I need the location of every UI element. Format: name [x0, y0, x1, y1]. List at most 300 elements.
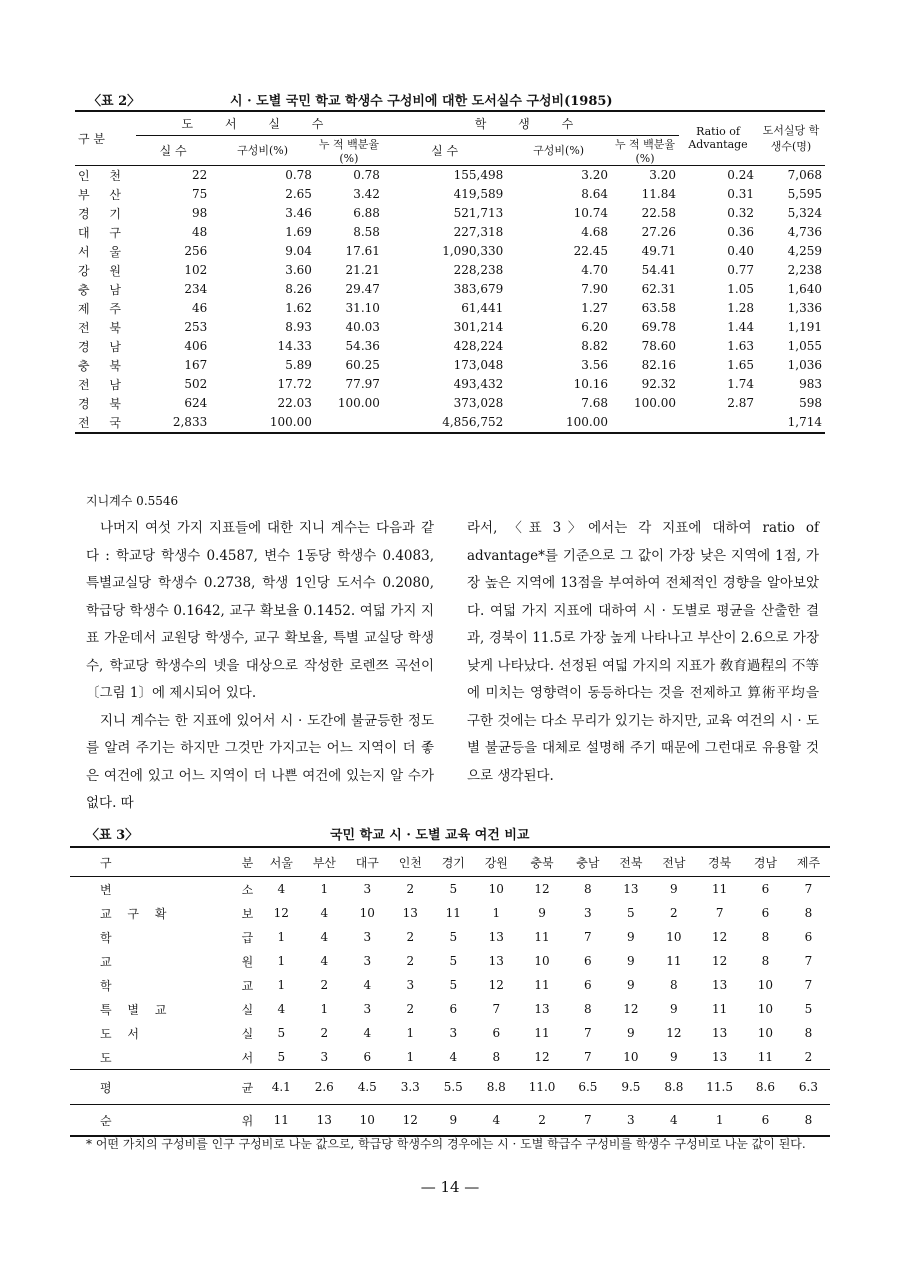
table3-value-cell: 3: [406, 978, 415, 992]
table2-value-cell: 373,028: [453, 396, 504, 410]
table3-row-label: 교: [100, 954, 118, 969]
table2-value-cell: 21.21: [345, 263, 380, 277]
table2-value-cell: 5,595: [787, 187, 822, 201]
paragraph: 라서, 〈표 3〉에서는 각 지표에 대하여 ratio of advantage*를 기준으로 그 값이 가장 낮은 지역에 1점, 가장 높은 지역에 13점을 부여하여 전체적인 경향을 알아보았다. 여덟 가지 지표에 대하여 시 · 도별로 평균을 산출한 결과, 경북이 11.5로 가장 높게 나타나고 부산이 2.6으로 가장 낮게 나타났다. 선정된 여덟 가지의 지표가 敎育過程의 不等에 미치는 영향력이 동등하다는 것을 전제하고 算術平均을 구한 것에는 다소 무리가 있기는 하지만, 교육 여건의 시 · 도별 불균등을 대체로 설명해 주기 때문에 그런대로 유용할 것으로 생각된다.: [467, 520, 819, 784]
table3-value-cell: 11: [534, 930, 550, 944]
table3-value-cell: 10: [346, 1105, 389, 1137]
table3-value-cell: 12: [389, 1105, 432, 1137]
table3-value-cell: 8: [584, 1002, 592, 1016]
table3-value-cell: 13: [402, 906, 418, 920]
table3-region-header: 전남: [652, 847, 695, 877]
table2-value-cell: 54.36: [345, 339, 380, 353]
table3-row-label-end: 교: [241, 978, 254, 993]
table3-row-label: 교 구 확: [100, 906, 173, 921]
table2: [75, 110, 825, 434]
table2-region-cell: 경 남: [78, 339, 129, 354]
table2-value-cell: 8.64: [581, 187, 608, 201]
table2-value-cell: 4.70: [581, 263, 608, 277]
table3-value-cell: 4: [475, 1105, 518, 1137]
table3-value-cell: 6: [449, 1002, 458, 1016]
table2-header-gubun: 구 분: [78, 131, 105, 146]
table2-value-cell: 54.41: [641, 263, 676, 277]
table2-value-cell: 0.78: [285, 168, 312, 182]
table3-value-cell: 5: [449, 978, 458, 992]
table3-region-header: 강원: [475, 847, 518, 877]
table2-region-cell: 강 원: [78, 263, 129, 278]
table3-value-cell: 6: [744, 1105, 787, 1137]
table3-header-row: [70, 847, 830, 877]
table3-value-cell: 13: [488, 954, 504, 968]
table2-row: [75, 223, 825, 242]
table2-value-cell: 4.68: [581, 225, 608, 239]
paragraph: 지니 계수는 한 지표에 있어서 시 · 도간에 불균등한 정도를 알려 주기는 하지만 그것만 가지고는 어느 지역이 더 좋은 여건에 있고 어느 지역이 더 나쁜 여건에 있는지 알 수가 없다. 따: [86, 712, 434, 811]
table2-value-cell: 98: [191, 206, 208, 220]
table3-row-label-end: 실: [241, 1026, 254, 1041]
table3-value-cell: 7: [715, 906, 724, 920]
table3-value-cell: 13: [712, 978, 728, 992]
table3-value-cell: 5: [277, 1026, 286, 1040]
table3-value-cell: 2: [406, 954, 415, 968]
table3-value-cell: 4: [320, 930, 329, 944]
table2-value-cell: 253: [184, 320, 208, 334]
table2-region-cell: 전 북: [78, 320, 129, 335]
table3-body: [70, 877, 830, 1137]
table3-value-cell: 1: [695, 1105, 744, 1137]
table2-value-cell: 2.87: [727, 396, 754, 410]
table2-value-cell: 0.32: [727, 206, 754, 220]
table2-value-cell: 1.63: [727, 339, 754, 353]
table3-value-cell: 8: [492, 1050, 501, 1064]
table2-value-cell: 8.26: [285, 282, 312, 296]
table3-value-cell: 8: [787, 1105, 830, 1137]
table3-value-cell: 5: [277, 1050, 286, 1064]
table3-value-cell: 7: [584, 930, 592, 944]
table2-value-cell: 4,259: [787, 244, 822, 258]
table3-value-cell: 4: [277, 882, 286, 896]
table2-value-cell: 1,714: [787, 415, 822, 429]
table2-value-cell: 7.90: [581, 282, 608, 296]
table2-value-cell: 1.28: [727, 301, 754, 315]
table3-region-header: 경북: [695, 847, 744, 877]
table2-value-cell: 0.40: [727, 244, 754, 258]
table2-region-cell: 전 남: [78, 377, 129, 392]
table3-row-label: 변: [100, 882, 118, 897]
table3-row: [70, 925, 830, 949]
table2-value-cell: 82.16: [641, 358, 676, 372]
table2-row: [75, 299, 825, 318]
table2-value-cell: 5,324: [787, 206, 822, 220]
table3-value-cell: 5.5: [432, 1070, 475, 1105]
table3-value-cell: 5: [449, 882, 458, 896]
table2-value-cell: 60.25: [345, 358, 380, 372]
table3-label: 〈표 3〉: [86, 828, 139, 843]
table3-value-cell: 1: [277, 978, 286, 992]
table3-value-cell: 10: [488, 882, 504, 896]
table2-value-cell: 75: [191, 187, 208, 201]
table3-value-cell: 4: [363, 1026, 372, 1040]
table2-header-stu-cumulative: 누 적 백분율(%): [614, 137, 676, 165]
table3-rank-row: [70, 1105, 830, 1137]
table3-value-cell: 8: [761, 954, 770, 968]
table3-value-cell: 13: [623, 882, 639, 896]
table3-row: [70, 949, 830, 973]
table2-value-cell: 1.69: [285, 225, 312, 239]
table2-value-cell: 11.84: [641, 187, 676, 201]
table2-value-cell: 5.89: [285, 358, 312, 372]
table3-value-cell: 9: [432, 1105, 475, 1137]
table2-value-cell: 48: [191, 225, 208, 239]
table2-value-cell: 983: [799, 377, 822, 391]
table2-region-cell: 경 북: [78, 396, 129, 411]
table3-value-cell: 9: [627, 930, 635, 944]
table3-value-cell: 1: [320, 882, 329, 896]
table2-value-cell: 61,441: [461, 301, 504, 315]
table2-region-cell: 인 천: [78, 168, 129, 183]
table3-value-cell: 7: [492, 1002, 501, 1016]
table2-value-cell: 0.31: [727, 187, 754, 201]
table3-corner-left: 구: [70, 847, 235, 877]
table3-value-cell: 7: [584, 1026, 592, 1040]
table3-value-cell: 10: [359, 906, 375, 920]
table3-value-cell: 10: [757, 978, 774, 992]
table2-header-ratio: Ratio of Advantage: [688, 125, 748, 152]
table2-header-stu-composition: 구성비(%): [533, 144, 585, 157]
table3-region-header: 대구: [346, 847, 389, 877]
table3-value-cell: 9: [670, 882, 678, 896]
table2-label: 〈표 2〉: [88, 94, 141, 109]
table2-value-cell: 8.82: [581, 339, 608, 353]
table3-row: [70, 1045, 830, 1070]
table2-region-cell: 전 국: [78, 415, 129, 430]
table3-value-cell: 12: [488, 978, 504, 992]
table2-value-cell: 2,238: [787, 263, 822, 277]
table2-value-cell: 228,238: [453, 263, 504, 277]
table2-value-cell: [679, 413, 757, 433]
table2-row: [75, 375, 825, 394]
table2-value-cell: 17.61: [345, 244, 380, 258]
table3-value-cell: 4: [652, 1105, 695, 1137]
table3-row-label-end: 서: [241, 1050, 254, 1065]
table3-value-cell: 8.8: [652, 1070, 695, 1105]
table3-region-header: 제주: [787, 847, 830, 877]
table3-value-cell: 8: [670, 978, 678, 992]
table3-value-cell: 6: [761, 906, 770, 920]
table3-value-cell: 5: [627, 906, 635, 920]
table3-row-label: 도: [100, 1050, 118, 1065]
table3-value-cell: 3: [449, 1026, 458, 1040]
table3-value-cell: 11: [757, 1050, 774, 1064]
table3-row-label-end: 균: [235, 1070, 260, 1105]
table2-value-cell: 22.58: [641, 206, 676, 220]
table3-value-cell: 5: [804, 1002, 813, 1016]
table3-row-label-end: 실: [241, 1002, 254, 1017]
table3-value-cell: 6: [584, 978, 592, 992]
table2-value-cell: 92.32: [641, 377, 676, 391]
table3-average-row: [70, 1070, 830, 1105]
table3-value-cell: 6: [492, 1026, 501, 1040]
footnote: * 어떤 가치의 구성비를 인구 구성비로 나눈 값으로, 학급당 학생수의 경우에는 시 · 도별 학급수 구성비를 학생수 구성비로 나눈 값이 된다.: [86, 1137, 806, 1151]
table2-value-cell: 63.58: [641, 301, 676, 315]
table3-region-header: 인천: [389, 847, 432, 877]
table2-value-cell: 4,736: [787, 225, 822, 239]
table3-value-cell: 2.6: [303, 1070, 346, 1105]
table3-value-cell: 3: [363, 954, 372, 968]
table2-value-cell: [611, 413, 679, 433]
table3-value-cell: 6.3: [787, 1070, 830, 1105]
table2-row: [75, 356, 825, 375]
table2-value-cell: 102: [184, 263, 208, 277]
table2-value-cell: 1,090,330: [442, 244, 504, 258]
table3-row: [70, 901, 830, 925]
table3-value-cell: 12: [623, 1002, 639, 1016]
table2-header-per-library: 도서실당 학생수(명): [762, 124, 820, 154]
table3-value-cell: 8: [584, 882, 592, 896]
table3-value-cell: 8: [761, 930, 770, 944]
table2-value-cell: 1.74: [727, 377, 754, 391]
table3-value-cell: 2: [406, 882, 415, 896]
table2-region-cell: 제 주: [78, 301, 129, 316]
table3-title: 국민 학교 시 · 도별 교육 여건 비교: [330, 828, 530, 843]
table2-value-cell: 1.27: [581, 301, 608, 315]
table3-value-cell: 4: [320, 906, 329, 920]
table2-value-cell: 1,191: [787, 320, 822, 334]
table3-value-cell: 7: [804, 978, 813, 992]
table2-row: [75, 165, 825, 185]
table2-value-cell: 406: [184, 339, 208, 353]
table3-value-cell: 2: [670, 906, 678, 920]
table3-value-cell: 4: [277, 1002, 286, 1016]
table3-value-cell: 7: [804, 954, 813, 968]
paragraph: 나머지 여섯 가지 지표들에 대한 지니 계수는 다음과 같다 : 학교당 학생수 0.4587, 변수 1동당 학생수 0.4083, 특별교실당 학생수 0.2738, 학생 1인당 도서수 0.2080, 학급당 학생수 0.1642, 교구 확보율 0.1452. 여덟 가지 지표 가운데서 교원당 학생수, 교구 확보율, 특별 교실당 학생수, 학교당 학생수의 넷을 대상으로 작성한 로렌쯔 곡선이 〔그림 1〕에 제시되어 있다.: [86, 520, 434, 701]
table3-value-cell: 11.0: [518, 1070, 567, 1105]
table3-value-cell: 9: [627, 978, 635, 992]
table3-value-cell: 4: [449, 1050, 458, 1064]
gini-coefficient-note: 지니계수 0.5546: [86, 494, 179, 508]
table3-value-cell: 9: [627, 1026, 635, 1040]
table2-value-cell: 22.45: [573, 244, 608, 258]
table2-value-cell: 78.60: [641, 339, 676, 353]
table3-value-cell: 12: [273, 906, 289, 920]
table3-value-cell: 6.5: [566, 1070, 609, 1105]
table2-value-cell: 62.31: [641, 282, 676, 296]
table2-value-cell: 9.04: [285, 244, 312, 258]
table3-value-cell: 8.6: [744, 1070, 787, 1105]
table2-value-cell: 100.00: [269, 415, 312, 429]
table3-row: [70, 877, 830, 902]
table3-region-header: 충북: [518, 847, 567, 877]
table3-row-label: 순: [70, 1105, 235, 1137]
table2-region-cell: 충 남: [78, 282, 129, 297]
table2-value-cell: 3.60: [285, 263, 312, 277]
table2-region-cell: 부 산: [78, 187, 129, 202]
table3-value-cell: 7: [566, 1105, 609, 1137]
table3-value-cell: 12: [534, 882, 550, 896]
table2-value-cell: 1.62: [285, 301, 312, 315]
table3-value-cell: 10: [757, 1026, 774, 1040]
table3-value-cell: 11: [712, 882, 728, 896]
table3-value-cell: 11: [666, 954, 682, 968]
table3-value-cell: 1: [406, 1026, 415, 1040]
table2-value-cell: 3.20: [581, 168, 608, 182]
table3-value-cell: 10: [666, 930, 682, 944]
table3-row-label-end: 보: [241, 906, 254, 921]
table2-value-cell: 521,713: [453, 206, 504, 220]
table2-value-cell: 29.47: [345, 282, 380, 296]
table2-value-cell: 100.00: [634, 396, 676, 410]
table3-value-cell: 8: [804, 906, 813, 920]
table2-value-cell: 7.68: [581, 396, 608, 410]
table2-value-cell: 10.74: [573, 206, 608, 220]
table3-value-cell: 5: [449, 954, 458, 968]
table2-value-cell: [315, 413, 383, 433]
table2-value-cell: 22.03: [277, 396, 312, 410]
table2-row: [75, 394, 825, 413]
table2-header-lib-actual: 실 수: [159, 143, 187, 158]
table2-region-cell: 대 구: [78, 225, 129, 240]
table3-value-cell: 4: [320, 954, 329, 968]
table3-value-cell: 2: [518, 1105, 567, 1137]
table2-value-cell: 10.16: [573, 377, 608, 391]
table3-value-cell: 3: [363, 882, 372, 896]
table3-value-cell: 9: [670, 1050, 678, 1064]
table3-value-cell: 12: [534, 1050, 550, 1064]
table2-value-cell: 49.71: [641, 244, 676, 258]
table3-value-cell: 6: [584, 954, 592, 968]
table3-value-cell: 12: [666, 1026, 682, 1040]
table3-region-header: 경남: [744, 847, 787, 877]
table2-value-cell: 1.44: [727, 320, 754, 334]
table3-value-cell: 13: [534, 1002, 550, 1016]
table3-value-cell: 11: [534, 978, 550, 992]
table3-value-cell: 11: [445, 906, 461, 920]
table3-row: [70, 973, 830, 997]
table3-value-cell: 4: [363, 978, 372, 992]
table3-value-cell: 8.8: [475, 1070, 518, 1105]
table2-value-cell: 8.93: [285, 320, 312, 334]
table3-region-header: 서울: [260, 847, 303, 877]
table2-value-cell: 1,640: [787, 282, 822, 296]
table2-value-cell: 40.03: [345, 320, 380, 334]
table3-value-cell: 9: [538, 906, 546, 920]
table3-row-label-end: 급: [241, 930, 254, 945]
table2-value-cell: 7,068: [787, 168, 822, 182]
table3: [70, 846, 830, 1137]
table3-value-cell: 2: [804, 1050, 813, 1064]
table3-value-cell: 11.5: [695, 1070, 744, 1105]
table2-value-cell: 27.26: [641, 225, 676, 239]
table2-row: [75, 185, 825, 204]
table3-value-cell: 1: [492, 906, 501, 920]
table2-value-cell: 256: [184, 244, 208, 258]
table2-header-stu-actual: 실 수: [431, 143, 459, 158]
table2-header-lib-cumulative: 누 적 백분율(%): [318, 137, 379, 165]
table2-value-cell: 31.10: [345, 301, 380, 315]
table3-value-cell: 6: [804, 930, 813, 944]
table3-value-cell: 7: [804, 882, 813, 896]
table3-region-header: 부산: [303, 847, 346, 877]
table2-value-cell: 1,336: [787, 301, 822, 315]
table2-value-cell: 69.78: [641, 320, 676, 334]
table3-value-cell: 5: [449, 930, 458, 944]
table2-value-cell: 100.00: [566, 415, 608, 429]
table3-value-cell: 13: [712, 1026, 728, 1040]
table3-value-cell: 6: [363, 1050, 372, 1064]
table2-value-cell: 3.20: [649, 168, 676, 182]
table2-header-lib-composition: 구성비(%): [237, 144, 289, 157]
table2-value-cell: 1.05: [727, 282, 754, 296]
table3-value-cell: 4.1: [260, 1070, 303, 1105]
table2-value-cell: 3.42: [353, 187, 380, 201]
table2-value-cell: 2.65: [285, 187, 312, 201]
table3-value-cell: 13: [488, 930, 504, 944]
table3-row-label-end: 위: [235, 1105, 260, 1137]
table2-value-cell: 0.77: [727, 263, 754, 277]
table3-value-cell: 4.5: [346, 1070, 389, 1105]
table3-corner-right: 분: [235, 847, 260, 877]
table3-row: [70, 997, 830, 1021]
table2-row: [75, 204, 825, 223]
table2-value-cell: 167: [184, 358, 208, 372]
table2-header-library: 도 서 실 수: [136, 111, 383, 135]
table2-row: [75, 280, 825, 299]
table3-row-label: 학: [100, 930, 118, 945]
table2-row: [75, 413, 825, 433]
table3-value-cell: 6: [761, 882, 770, 896]
table2-value-cell: 1,055: [787, 339, 822, 353]
table2-value-cell: 6.88: [353, 206, 380, 220]
right-column: [467, 515, 819, 790]
table3-value-cell: 3: [363, 930, 372, 944]
table2-body: [75, 165, 825, 433]
table3-value-cell: 7: [584, 1050, 592, 1064]
table3-value-cell: 13: [712, 1050, 728, 1064]
table2-value-cell: 493,432: [453, 377, 504, 391]
table2-value-cell: 0.36: [727, 225, 754, 239]
table3-row-label-end: 원: [241, 954, 254, 969]
table2-value-cell: 3.46: [285, 206, 312, 220]
table2-value-cell: 0.24: [727, 168, 754, 182]
table3-value-cell: 1: [320, 1002, 329, 1016]
table3-value-cell: 3.3: [389, 1070, 432, 1105]
table2-value-cell: 598: [799, 396, 822, 410]
table3-value-cell: 10: [623, 1050, 639, 1064]
table2-value-cell: 301,214: [453, 320, 504, 334]
table3-region-header: 전북: [609, 847, 652, 877]
table2-value-cell: 502: [184, 377, 208, 391]
table2-value-cell: 4,856,752: [442, 415, 504, 429]
table2-value-cell: 428,224: [453, 339, 504, 353]
table3-region-header: 충남: [566, 847, 609, 877]
table2-value-cell: 14.33: [277, 339, 312, 353]
table3-value-cell: 3: [363, 1002, 372, 1016]
table2-value-cell: 155,498: [453, 168, 504, 182]
table2-value-cell: 8.58: [353, 225, 380, 239]
table3-value-cell: 9: [670, 1002, 678, 1016]
table3-row: [70, 1021, 830, 1045]
table3-value-cell: 11: [534, 1026, 550, 1040]
table3-region-header: 경기: [432, 847, 475, 877]
table2-region-cell: 충 북: [78, 358, 129, 373]
table2-value-cell: 22: [191, 168, 208, 182]
table2-value-cell: 173,048: [453, 358, 504, 372]
table3-value-cell: 2: [406, 930, 415, 944]
table2-value-cell: 46: [191, 301, 208, 315]
table3-value-cell: 1: [406, 1050, 415, 1064]
table2-value-cell: 17.72: [277, 377, 312, 391]
table3-value-cell: 2: [320, 978, 329, 992]
table3-value-cell: 9: [627, 954, 635, 968]
table3-value-cell: 3: [609, 1105, 652, 1137]
